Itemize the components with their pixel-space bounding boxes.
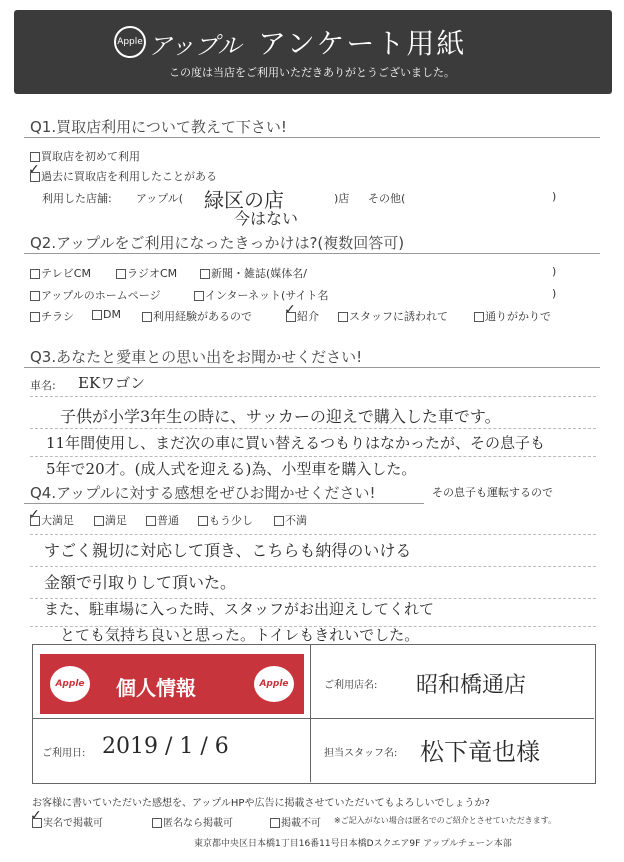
option-label: 普通 (157, 514, 179, 527)
q4-option-very-satisfied[interactable] (30, 512, 74, 528)
q4-answer-line-4[interactable]: とても気持ち良いと思った。トイレもきれいでした。 (60, 626, 420, 644)
q4-title: Q4.アップルに対する感想をぜひお聞かせください! (30, 484, 376, 502)
checkbox-icon[interactable] (92, 310, 102, 320)
q1-title: Q1.買取店利用について教えて下さい! (30, 118, 287, 136)
option-label: チラシ (41, 310, 74, 323)
option-label: 過去に買取店を利用したことがある (41, 170, 217, 183)
q1-hand-store[interactable]: 緑区の店 (204, 188, 284, 212)
ruled-line (30, 456, 596, 457)
staff-name-label: 担当スタッフ名: (324, 748, 398, 759)
option-label: スタッフに誘われて (349, 310, 448, 323)
q3-title: Q3.あなたと愛車との思い出をお聞かせください! (30, 348, 363, 366)
q4-option-satisfied[interactable] (94, 512, 127, 528)
q3-divider (24, 367, 600, 368)
q2-option-referral[interactable] (286, 308, 319, 324)
checkbox-icon[interactable] (152, 818, 162, 828)
checkbox-icon[interactable] (30, 152, 40, 162)
checkbox-icon[interactable] (30, 269, 40, 279)
checkbox-icon[interactable] (142, 312, 152, 322)
option-label: 大満足 (41, 514, 74, 527)
q4-answer-line-3[interactable]: また、駐車場に入った時、スタッフがお出迎えしてくれて (44, 600, 435, 618)
date-value[interactable]: 2019 / 1 / 6 (102, 734, 229, 759)
option-label: 掲載不可 (281, 818, 321, 829)
q2-option-radio[interactable] (116, 265, 177, 281)
apple-logo-icon: Apple (254, 666, 294, 702)
checkbox-icon[interactable] (32, 818, 42, 828)
q3-answer-line-2[interactable]: 11年間使用し、まだ次の車に買い替えるつもりはなかったが、その息子も (46, 434, 545, 452)
q2-row2-close: ) (552, 287, 557, 300)
q1-apple-label: アップル( (136, 192, 184, 205)
page-title: アンケート用紙 (258, 27, 467, 60)
q1-option-first-time[interactable] (30, 148, 140, 164)
q3-car-label: 車名: (30, 379, 56, 392)
store-name-value[interactable]: 昭和橋通店 (416, 673, 527, 698)
apple-logo-icon: Apple (50, 666, 90, 702)
personal-info-title: 個人情報 (116, 676, 196, 700)
checkbox-icon[interactable] (270, 818, 280, 828)
option-label: もう少し (209, 514, 253, 527)
q2-option-homepage[interactable] (30, 287, 161, 303)
q4-option-normal[interactable] (146, 512, 179, 528)
option-label: 新聞・雑誌(媒体名/ (211, 267, 307, 280)
checkbox-icon[interactable] (30, 516, 40, 526)
checkbox-icon[interactable] (194, 291, 204, 301)
option-label: 満足 (105, 514, 127, 527)
q1-other-close: ) (552, 190, 557, 203)
box-divider-vertical (310, 644, 311, 782)
consent-question: お客様に書いていただいた感想を、アップルHPや広告に掲載させていただいてもよろしいでしょうか? (32, 798, 490, 809)
option-label: 不満 (285, 514, 307, 527)
checkbox-icon[interactable] (338, 312, 348, 322)
option-label: 買取店を初めて利用 (41, 150, 140, 163)
q3-car-name[interactable]: EKワゴン (78, 374, 146, 392)
q2-option-dm[interactable] (92, 308, 121, 321)
checkbox-icon[interactable] (198, 516, 208, 526)
q1-apple-close: )店 (334, 192, 350, 205)
q4-answer-line-1[interactable]: すごく親切に対応して頂き、こちらも納得のいける (44, 541, 412, 560)
q4-answer-line-2[interactable]: 金額で引取りして頂いた。 (44, 573, 237, 592)
consent-option-no-post[interactable] (270, 814, 321, 829)
company-address: 東京都中央区日本橋1丁目16番11号日本橋Dスクエア9F アップルチェーン本部 (194, 839, 512, 849)
q2-option-tv[interactable] (30, 265, 91, 281)
ruled-line (30, 428, 596, 429)
check-mark-icon: ✓ (28, 162, 40, 178)
q4-option-unsatisfied[interactable] (274, 512, 307, 528)
option-label: 匿名なら掲載可 (163, 818, 233, 829)
q2-option-passing[interactable] (474, 308, 551, 324)
apple-logo-icon: Apple (114, 26, 146, 58)
ruled-line (30, 534, 596, 535)
consent-option-real-name[interactable] (32, 814, 103, 829)
option-label: 通りがかりで (485, 310, 551, 323)
checkbox-icon[interactable] (474, 312, 484, 322)
ruled-line (30, 566, 596, 567)
checkbox-icon[interactable] (200, 269, 210, 279)
q2-row1-close: ) (552, 265, 557, 278)
q2-title: Q2.アップルをご利用になったきっかけは?(複数回答可) (30, 234, 405, 252)
option-label: 実名で掲載可 (43, 818, 103, 829)
q2-option-staff[interactable] (338, 308, 448, 324)
checkbox-icon[interactable] (146, 516, 156, 526)
option-label: ラジオCM (127, 267, 178, 280)
q2-option-experience[interactable] (142, 308, 252, 324)
q2-option-internet[interactable] (194, 287, 329, 303)
box-divider-horizontal (32, 718, 594, 719)
q1-hand-note: 今はない (234, 209, 299, 228)
checkbox-icon[interactable] (116, 269, 126, 279)
store-name-label: ご利用店名: (324, 680, 378, 691)
q3-answer-line-3[interactable]: 5年で20才。(成人式を迎える)為、小型車を購入した。 (46, 460, 417, 478)
check-mark-icon: ✓ (30, 808, 42, 824)
option-label: アップルのホームページ (41, 289, 161, 302)
q2-option-newspaper[interactable] (200, 265, 307, 281)
consent-option-anonymous[interactable] (152, 814, 233, 829)
q4-divider (24, 503, 424, 504)
ruled-line (30, 396, 596, 397)
staff-name-value[interactable]: 松下竜也様 (420, 738, 540, 766)
q1-divider (24, 137, 600, 138)
checkbox-icon[interactable] (30, 291, 40, 301)
checkbox-icon[interactable] (30, 172, 40, 182)
option-label: 紹介 (297, 310, 319, 323)
check-mark-icon: ✓ (284, 302, 296, 318)
q2-option-flyer[interactable] (30, 308, 74, 324)
consent-note: ※ご記入がない場合は匿名でのご紹介とさせていただきます。 (334, 816, 557, 825)
checkbox-icon[interactable] (274, 516, 284, 526)
option-label: 利用経験があるので (153, 310, 252, 323)
page-subtitle: この度は当店をご利用いただきありがとうございました。 (169, 66, 455, 79)
option-label: インターネット(サイト名 (205, 289, 329, 302)
q2-divider (24, 253, 600, 254)
check-mark-icon: ✓ (28, 507, 40, 523)
q4-option-somewhat[interactable] (198, 512, 253, 528)
q3-answer-line-1[interactable]: 子供が小学3年生の時に、サッカーの迎えで購入した車です。 (60, 407, 501, 426)
q1-store-label: 利用した店舗: (42, 192, 112, 205)
option-label: DM (103, 308, 121, 321)
date-label: ご利用日: (42, 748, 86, 759)
brand-logo-text: アップル (148, 32, 242, 60)
q1-other-label: その他( (368, 192, 406, 205)
checkbox-icon[interactable] (30, 312, 40, 322)
q1-option-used-before[interactable] (30, 168, 217, 184)
q3-answer-insert[interactable]: その息子も運転するので (432, 486, 553, 499)
option-label: テレビCM (41, 267, 91, 280)
checkbox-icon[interactable] (94, 516, 104, 526)
checkbox-icon[interactable] (286, 312, 296, 322)
